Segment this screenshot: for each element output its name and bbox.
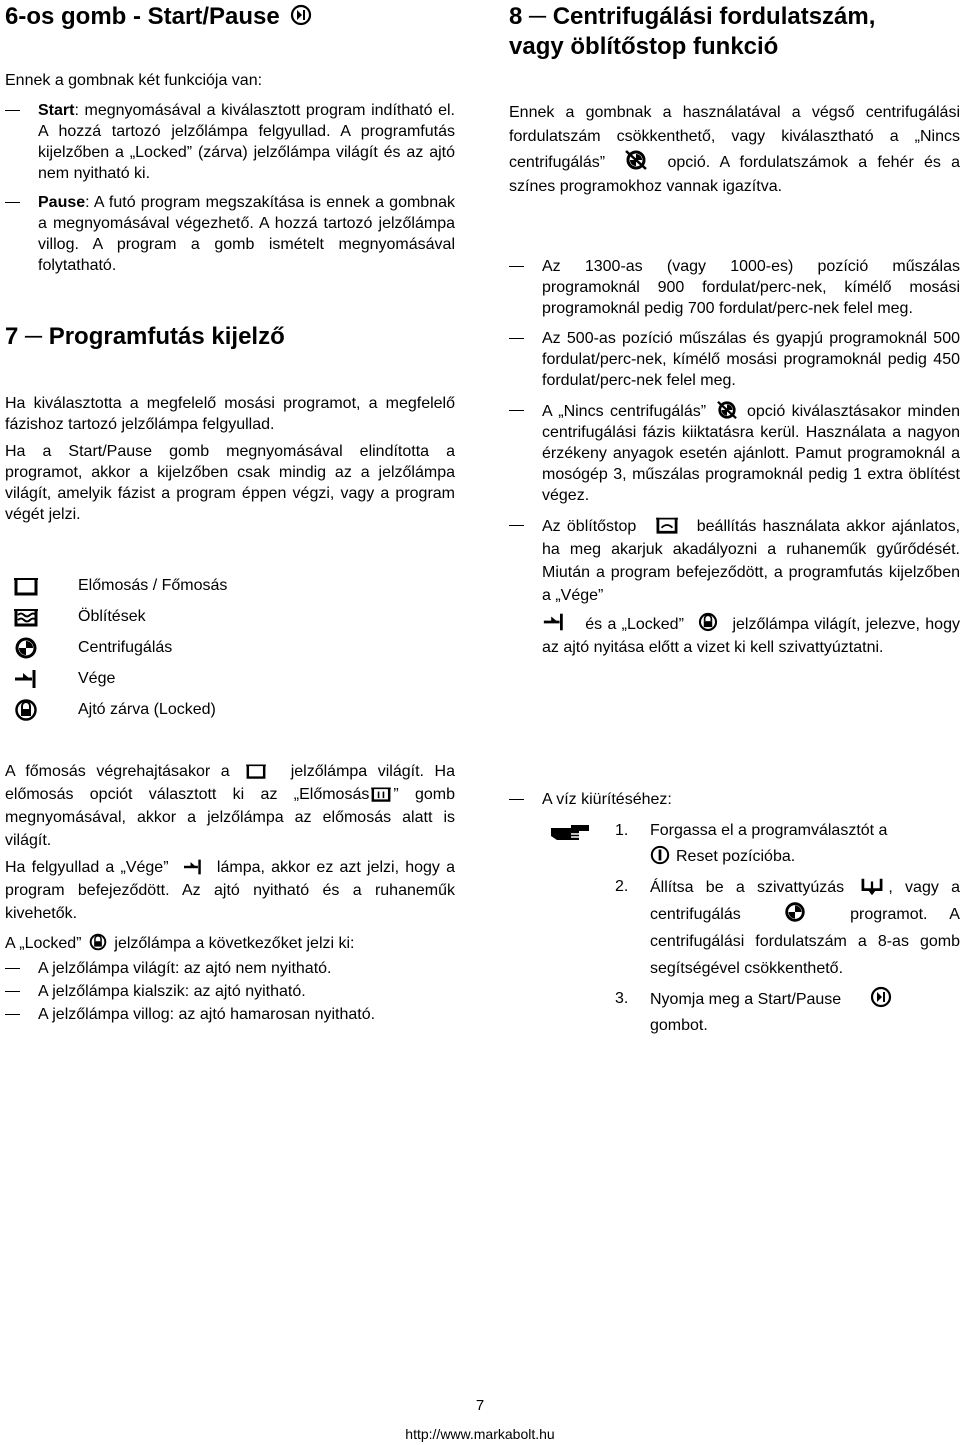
step-2-text-c: programot. A centrifugálási fordulatszám a 8-as gomb segítségével csökkenthető. [650,906,960,977]
step-2-text-a: Állítsa be a szivattyúzás [650,879,845,896]
main-wash-text-c: ” gomb megnyomásával, akkor a jelzőlámpa az előmosás alatt is világít. [5,786,456,849]
end-text-a: Ha felgyullad a „Vége” [5,859,169,876]
door-locked-icon [13,699,39,721]
legend-label-rinse: Öblítések [78,608,146,625]
section-8-heading [509,2,960,62]
no-spin-inline-icon [715,400,739,420]
section-7-heading: 7 ─ Programfutás kijelző [5,323,285,350]
end-inline-icon [542,611,566,633]
start-list-item [5,100,455,184]
section-6-title: 6-os gomb - Start/Pause [5,3,280,30]
section-8-intro-b: opció. A fordulatszámok a fehér és a színes programokhoz vannak igazítva. [509,154,960,195]
main-wash-icon [244,762,268,780]
reset-icon [650,845,670,865]
section-8-intro-a: Ennek a gombnak a használatával a végső centrifugálási fordulatszám csökkenthető, vagy kiválasztható a „Nincs centrifugálás” [509,104,960,171]
no-spin-text-b: opció kiválasztásakor minden centrifugálási fázis kiiktatásra kerül. Használata a nagyon érzékeny anyagok esetén ajánlott. Pamut programoknál a mosógép 3, műszálas programoknál pedig 1 extra öblítést végez. [542,403,960,504]
end-inline-icon [181,858,205,876]
rinse-hold-text-c: és a „Locked” [585,616,684,633]
locked-list-item: A jelzőlámpa villog: az ajtó hamarosan nyitható. [5,1004,455,1025]
section-7-paragraph-2: Ha a Start/Pause gomb megnyomásával elindította a programot, akkor a kijelzőben csak mindig az a jelzőlámpa világít, amelyik fázist a program éppen végzi, vagy a program végét jelzi. [5,443,455,523]
legend-label-end: Vége [78,670,116,687]
pause-text: : A futó program megszakítása is ennek a gombnak a megnyomásával végezhető. A hozzá tartozó jelzőlámpa villog. A program a gomb ismételt megnyomásával folytatható. [38,194,455,274]
prewash-icon [369,785,393,803]
legend-row-end [5,668,455,699]
no-spin-text-a: A „Nincs centrifugálás” [542,403,707,420]
start-label: Start [38,102,75,119]
pause-label: Pause [38,194,86,211]
rinse-hold-text-b: beállítás használata akkor ajánlatos, ha meg akarjuk akadályozni a ruhaneműk gyűrődését. Miután a program befejeződött, a programfutás kijelzőben a „Vége” [542,518,960,604]
main-wash-paragraph [5,760,455,852]
legend-row-prewash [5,575,455,606]
legend-row-locked [5,699,455,730]
speed-list-item-1300: Az 1300-as (vagy 1000-es) pozíció műszálas programoknál 900 fordulat/perc-nek, kímélő mosási programoknál pedig 700 fordulat/perc-nek felel meg. [509,256,960,319]
locked-inline-icon [88,932,108,952]
main-wash-text-b: jelzőlámpa világít. Ha előmosás opciót választott ki az „Előmosás [5,763,455,803]
section-8-title-line-1: 8 ─ Centrifugálási fordulatszám, [509,3,876,30]
section-6 [5,2,455,32]
locked-list-item: A jelzőlámpa kialszik: az ajtó nyitható. [5,981,455,1002]
rinse-hold-text-a: Az öblítőstop [542,518,637,535]
section-6-heading [5,2,455,32]
step-number: 2. [615,878,629,895]
locked-list-item: A jelzőlámpa világít: az ajtó nem nyitható. [5,958,455,979]
end-text-b: lámpa, akkor ez azt jelzi, hogy a program befejeződött. Az ajtó nyitható és a ruhaneműk kivehetők. [5,859,455,922]
legend-label-spin: Centrifugálás [78,639,173,656]
drain-step-1 [509,818,960,870]
start-text: : megnyomásával a kiválasztott program indítható el. A hozzá tartozó jelzőlámpa felgyullad. A programfutás kijelzőben a „Locked” (zárva) jelzőlámpa világít és az ajtó nem nyitható ki. [38,102,455,182]
rinse-hold-text-d: jelzőlámpa világít, jelezve, hogy az ajtó nyitása előtt a vizet ki kell szivattyúztatni. [542,616,960,656]
page-number: 7 [475,1397,485,1414]
section-7-paragraph-1: Ha kiválasztotta a megfelelő mosási programot, a megfelelő fázishoz tartozó jelzőlámpa felgyullad. [5,395,455,433]
section-6-intro: Ennek a gombnak két funkciója van: [5,72,263,89]
start-pause-inline-icon [870,986,892,1008]
speed-list-item-no-spin [509,400,960,506]
locked-text-a: A „Locked” [5,935,82,952]
drain-steps [509,818,960,1039]
legend-label-locked: Ajtó zárva (Locked) [78,701,216,718]
locked-paragraph [5,932,455,954]
pause-list-item [5,192,455,276]
step-number: 3. [615,990,629,1007]
step-3-text-b: gombot. [650,1017,708,1034]
locked-list [5,958,455,1025]
prewash-main-wash-icon [13,575,39,597]
legend-row-rinse [5,606,455,637]
drain-list-item: A víz kiürítéséhez: [509,789,960,810]
end-paragraph [5,856,455,925]
locked-text-b: jelzőlámpa a következőket jelzi ki: [114,935,355,952]
rinse-icon [13,606,39,628]
end-icon [13,668,39,690]
drain-icon [860,876,884,896]
section-8-title-line-2: vagy öblítőstop funkció [509,33,779,60]
speed-list [509,256,960,659]
speed-list-item-500: Az 500-as pozíció műszálas és gyapjú programoknál 500 fordulat/perc-nek, kímélő mosási programoknál pedig 450 fordulat/perc-nek felel meg. [509,328,960,391]
start-pause-icon [290,4,312,26]
step-3-text-a: Nyomja meg a Start/Pause [650,991,842,1008]
legend-row-spin [5,637,455,668]
step-2-text-b: , vagy a centrifugálás [650,879,960,923]
drain-step-2 [509,874,960,982]
no-spin-icon [623,149,649,171]
section-8-intro [509,101,960,199]
spin-inline-icon [783,901,807,923]
footer-url: http://www.markabolt.hu [405,1426,555,1442]
locked-inline-icon [697,611,719,633]
step-1-text-a: Forgassa el a programválasztót a [650,822,888,839]
step-1-text-b: Reset pozícióba. [676,848,796,865]
drain-step-3 [509,986,960,1039]
display-legend [5,575,455,730]
step-number: 1. [615,822,629,839]
legend-label-prewash: Előmosás / Főmosás [78,577,228,594]
speed-list-item-rinse-hold [509,515,960,659]
rinse-hold-icon [655,515,679,535]
main-wash-text-a: A főmosás végrehajtásakor a [5,763,230,780]
spin-icon [13,637,39,659]
